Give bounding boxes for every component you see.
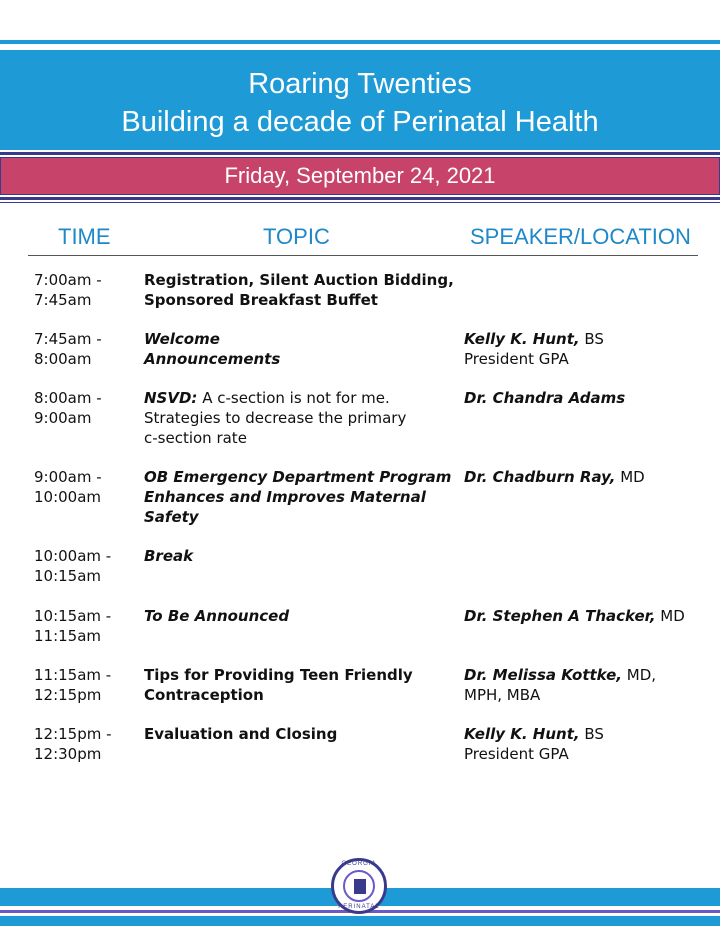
- time-end: 12:30pm: [34, 745, 102, 763]
- topic-line: Strategies to decrease the primary: [144, 409, 407, 427]
- row-speaker: [464, 388, 704, 408]
- row-topic: [144, 724, 456, 744]
- time-start: 12:15pm -: [34, 725, 112, 743]
- row-topic: [144, 270, 456, 310]
- logo-bottom-text: PERINATAL: [338, 904, 380, 910]
- title-line-1: Roaring Twenties: [248, 68, 472, 100]
- speaker-credential: BS: [579, 330, 604, 348]
- date-bar: Friday, September 24, 2021: [0, 157, 720, 195]
- speaker-line: [464, 467, 704, 487]
- topic-line: Break: [144, 547, 194, 565]
- speaker-name: Dr. Stephen A Thacker,: [464, 607, 656, 625]
- speaker-name: Dr. Chandra Adams: [464, 389, 626, 407]
- speaker-title: MPH, MBA: [464, 686, 541, 704]
- top-rule: [0, 40, 720, 44]
- logo-ring: [343, 870, 375, 902]
- georgia-perinatal-logo: [331, 858, 387, 914]
- time-start: 10:00am -: [34, 547, 112, 565]
- row-speaker: [464, 665, 704, 705]
- speaker-name: Kelly K. Hunt,: [464, 330, 580, 348]
- topic-line: Announcements: [144, 350, 281, 368]
- time-start: 9:00am -: [34, 468, 102, 486]
- speaker-title: President GPA: [464, 745, 569, 763]
- topic-line: To Be Announced: [144, 607, 290, 625]
- topic-line: Contraception: [144, 686, 264, 704]
- time-end: 10:15am: [34, 567, 102, 585]
- row-speaker: [464, 606, 704, 626]
- topic-line: Welcome: [144, 330, 220, 348]
- date-rule-bottom: [0, 197, 720, 200]
- time-start: 8:00am -: [34, 389, 102, 407]
- time-end: 8:00am: [34, 350, 92, 368]
- header-rule: [28, 255, 698, 256]
- row-time: [34, 546, 139, 586]
- row-time: [34, 467, 139, 507]
- georgia-state-icon: [354, 879, 366, 894]
- row-topic: [144, 546, 456, 566]
- column-header-topic: TOPIC: [263, 224, 330, 249]
- row-speaker: [464, 724, 704, 764]
- time-end: 7:45am: [34, 291, 92, 309]
- row-time: [34, 606, 139, 646]
- row-speaker: [464, 329, 704, 369]
- speaker-credential: MD: [615, 468, 645, 486]
- speaker-title: President GPA: [464, 350, 569, 368]
- time-end: 11:15am: [34, 627, 102, 645]
- row-topic: [144, 606, 456, 626]
- time-end: 9:00am: [34, 409, 92, 427]
- row-time: [34, 724, 139, 764]
- column-header-speaker: SPEAKER/LOCATION: [470, 224, 691, 249]
- speaker-name: Dr. Melissa Kottke,: [464, 666, 622, 684]
- speaker-line: [464, 329, 704, 349]
- time-start: 7:45am -: [34, 330, 102, 348]
- row-topic: [144, 388, 456, 448]
- topic-line: [144, 388, 456, 408]
- logo-top-text: GEORGIA: [341, 861, 377, 867]
- speaker-credential: BS: [579, 725, 604, 743]
- column-headers: [0, 224, 720, 254]
- time-start: 10:15am -: [34, 607, 112, 625]
- speaker-line: [464, 665, 704, 685]
- footer-band-bottom: [0, 916, 720, 926]
- topic-line: c-section rate: [144, 429, 247, 447]
- row-topic: [144, 467, 456, 527]
- column-header-time: TIME: [58, 224, 111, 249]
- row-time: [34, 665, 139, 705]
- title-line-2: Building a decade of Perinatal Health: [121, 106, 599, 138]
- row-topic: [144, 329, 456, 369]
- topic-line: Tips for Providing Teen Friendly: [144, 666, 413, 684]
- time-end: 10:00am: [34, 488, 102, 506]
- topic-line: Registration, Silent Auction Bidding,: [144, 271, 454, 289]
- row-topic: [144, 665, 456, 705]
- topic-line: OB Emergency Department Program: [144, 468, 452, 486]
- date-rule-top: [0, 152, 720, 155]
- speaker-credential: MD,: [621, 666, 657, 684]
- row-time: [34, 388, 139, 428]
- time-start: 7:00am -: [34, 271, 102, 289]
- speaker-line: [464, 724, 704, 744]
- row-speaker: [464, 467, 704, 487]
- date-rule-bottom-thin: [0, 202, 720, 203]
- topic-keyword: NSVD:: [144, 389, 198, 407]
- title-banner: [0, 50, 720, 150]
- speaker-line: [464, 606, 704, 626]
- row-time: [34, 270, 139, 310]
- time-start: 11:15am -: [34, 666, 112, 684]
- row-time: [34, 329, 139, 369]
- speaker-name: Dr. Chadburn Ray,: [464, 468, 616, 486]
- time-end: 12:15pm: [34, 686, 102, 704]
- topic-line: Enhances and Improves Maternal: [144, 488, 426, 506]
- speaker-credential: MD: [655, 607, 685, 625]
- topic-line: Evaluation and Closing: [144, 725, 338, 743]
- topic-line: Safety: [144, 508, 199, 526]
- topic-line: Sponsored Breakfast Buffet: [144, 291, 378, 309]
- topic-text: A c-section is not for me.: [197, 389, 390, 407]
- speaker-name: Kelly K. Hunt,: [464, 725, 580, 743]
